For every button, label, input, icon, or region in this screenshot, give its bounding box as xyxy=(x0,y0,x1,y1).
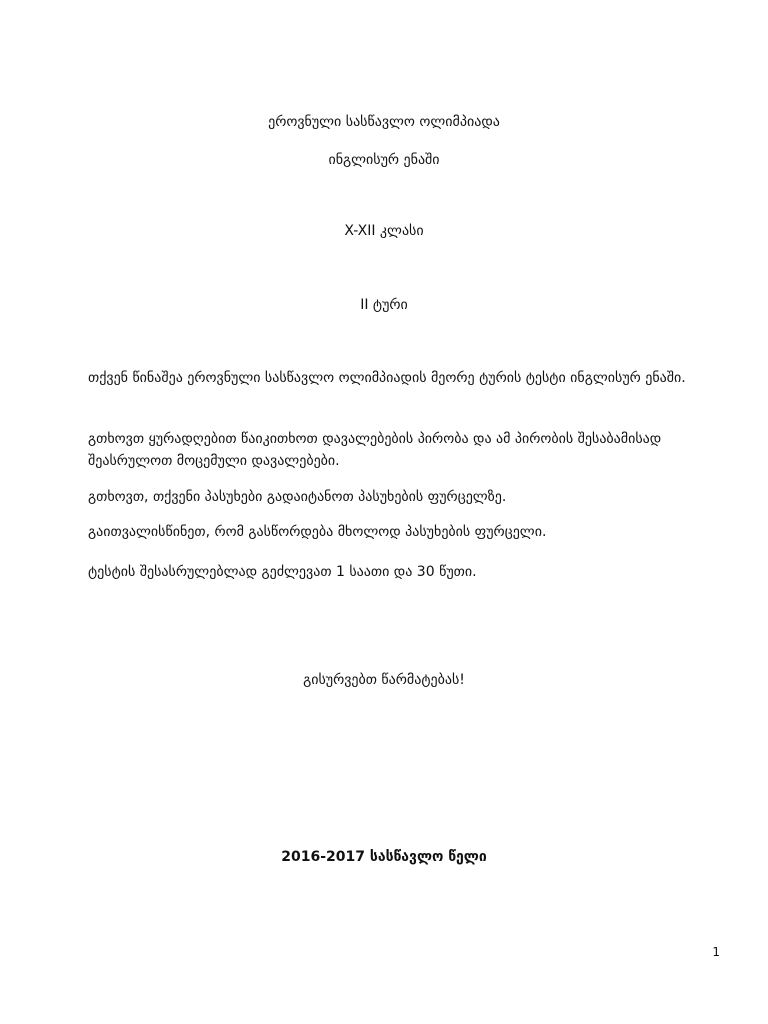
instruction-paragraph-5: ტესტის შესასრულებლად გეძლევათ 1 საათი და 30 წუთი. xyxy=(88,564,477,580)
instruction-paragraph-2: გთხოვთ ყურადღებით წაიკითხოთ დავალებების პირობა და ამ პირობის შესაბამისად შეასრულოთ მოცემული დავალებები. xyxy=(88,431,662,469)
olympiad-title: ეროვნული სასწავლო ოლიმპიადა xyxy=(268,114,500,130)
page-number: 1 xyxy=(712,945,720,959)
instruction-paragraph-4: გაითვალისწინეთ, რომ გასწორდება მხოლოდ პასუხების ფურცელი. xyxy=(88,524,547,540)
school-year: 2016-2017 სასწავლო წელი xyxy=(281,849,487,865)
instruction-paragraph-3: გთხოვთ, თქვენი პასუხები გადაიტანოთ პასუხების ფურცელზე. xyxy=(88,489,507,505)
instruction-paragraph-1: თქვენ წინაშეა ეროვნული სასწავლო ოლიმპიადის მეორე ტურის ტესტი ინგლისურ ენაში. xyxy=(88,370,686,386)
good-luck-message: გისურვებთ წარმატებას! xyxy=(303,672,465,688)
grade-label: X-XII კლასი xyxy=(344,223,424,239)
round-label: II ტური xyxy=(360,297,408,313)
subject-title: ინგლისურ ენაში xyxy=(328,152,440,168)
